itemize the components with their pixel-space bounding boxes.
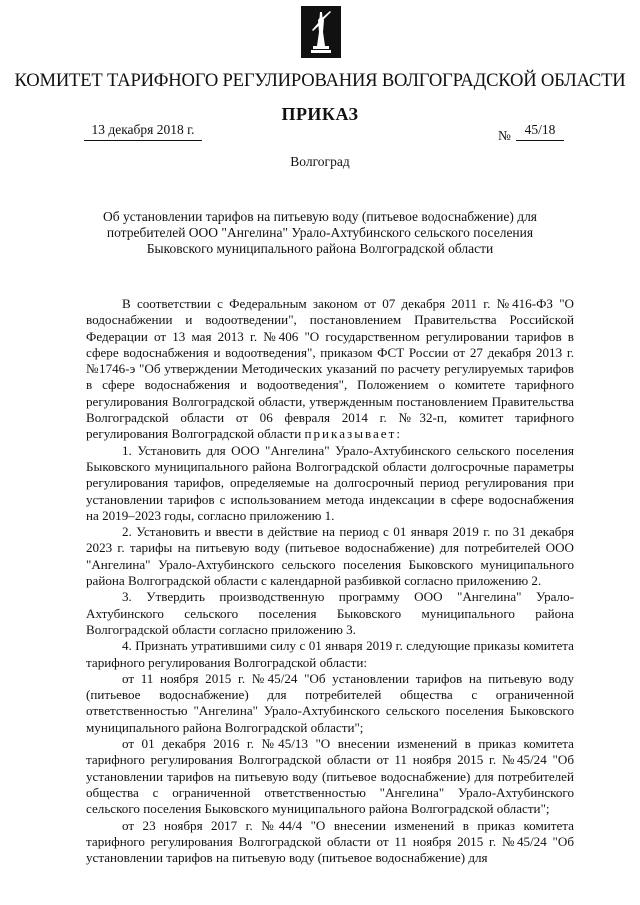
organization-name: КОМИТЕТ ТАРИФНОГО РЕГУЛИРОВАНИЯ ВОЛГОГРАДСКОЙ ОБЛАСТИ [14, 70, 626, 91]
preamble-text: В соответствии с Федеральным законом от 07 декабря 2011 г. №416-ФЗ "О водоснабжении и водоотведении", постановлением Правительства Российской Федерации от 13 мая 2013 г. №406 "О государственном регулировании тарифов в сфере водоснабжения и водоотведения", приказом ФСТ России от 27 декабря 2013 г. №1746-э "Об утверждении Методических указаний по расчету регулируемых тарифов в сфере водоснабжения и водоотведения", Положением о комитете тарифного регулирования Волгоградской области, утвержденным постановлением Правительства Волгоградской области от 06 февраля 2014 г. №32-п, комитет тарифного регулирования Волгоградской области [86, 296, 574, 442]
document-type: ПРИКАЗ [281, 104, 359, 124]
item-3: 3. Утвердить производственную программу ООО "Ангелина" Урало-Ахтубинского сельского поселения Быковского муниципального района Волгоградской области согласно приложению 3. [86, 589, 574, 637]
city: Волгоград [290, 154, 350, 169]
item-1: 1. Установить для ООО "Ангелина" Урало-Ахтубинского сельского поселения Быковского муниципального района Волгоградской области долгосрочные параметры регулирования тарифов, определяемые на долгосрочный период регулирования при установлении тарифов с использованием метода индексации в сфере водоснабжения на 2019–2023 годы, согласно приложению 1. [86, 442, 574, 523]
document-title: Об установлении тарифов на питьевую воду (питьевое водоснабжение) для потребителей ООО "Ангелина" Урало-Ахтубинского сельского поселения Быковского муниципального района Волгоградской области [102, 209, 538, 256]
item-4: 4. Признать утратившими силу с 01 января 2019 г. следующие приказы комитета тарифного регулирования Волгоградской области: [86, 638, 574, 670]
order-keyword: приказывает: [304, 426, 402, 442]
preamble [86, 296, 574, 443]
item-2: 2. Установить и ввести в действие на период с 01 января 2019 г. по 31 декабря 2023 г. тарифы на питьевую воду (питьевое водоснабжение) для потребителей ООО "Ангелина" Урало-Ахтубинского сельского поселения Быковского муниципального района Волгоградской области с календарной разбивкой согласно приложению 2. [86, 524, 574, 589]
number-sign: № [498, 128, 511, 143]
volgograd-emblem-icon [301, 6, 341, 58]
order-number: 45/18 [516, 122, 564, 141]
order-date: 13 декабря 2018 г. [84, 122, 202, 141]
repealed-order-2: от 01 декабря 2016 г. №45/13 "О внесении изменений в приказ комитета тарифного регулирования Волгоградской области от 11 ноября 2015 г. №45/24 "Об установлении тарифов на питьевую воду (питьевое водоснабжение) для потребителей общества с ограниченной ответственностью "Ангелина" Урало-Ахтубинского сельского поселения Быковского муниципального района Волгоградской области"; [86, 736, 574, 817]
document-body [86, 296, 574, 866]
repealed-order-1: от 11 ноября 2015 г. №45/24 "Об установлении тарифов на питьевую воду (питьевое водоснабжение) для потребителей общества с ограниченной ответственностью "Ангелина" Урало-Ахтубинского сельского поселения Быковского муниципального района Волгоградской области"; [86, 670, 574, 735]
repealed-order-3: от 23 ноября 2017 г. №44/4 "О внесении изменений в приказ комитета тарифного регулирования Волгоградской области от 11 ноября 2015 г. №45/24 "Об установлении тарифов на питьевую воду (питьевое водоснабжение) для [86, 817, 574, 866]
emblem-graphic [301, 6, 341, 58]
